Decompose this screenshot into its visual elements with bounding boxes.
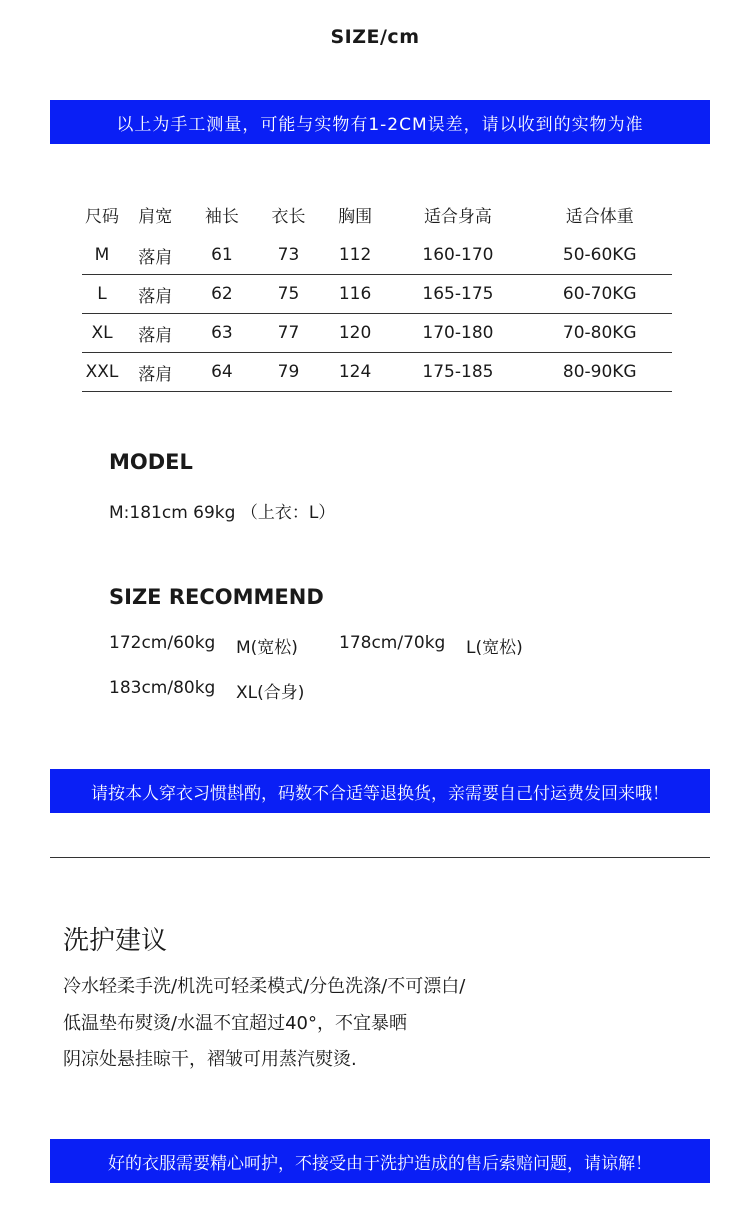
cell-length: 77 [255, 314, 322, 353]
care-line: 冷水轻柔手洗/机洗可轻柔模式/分色洗涤/不可漂白/ [63, 976, 466, 997]
recommend-body: 172cm/60kg [109, 633, 216, 653]
section-divider [50, 857, 710, 858]
header-height: 适合身高 [423, 206, 492, 227]
cell-weight: 50-60KG [528, 236, 672, 275]
cell-length: 75 [255, 275, 322, 314]
cell-length: 79 [255, 353, 322, 392]
table-row [82, 353, 672, 392]
cell-size: L [82, 275, 122, 314]
cell-weight: 70-80KG [528, 314, 672, 353]
cell-chest: 112 [322, 236, 389, 275]
recommend-body: 178cm/70kg [339, 633, 446, 653]
page-title: SIZE/cm [330, 26, 420, 48]
recommend-body: 183cm/80kg [109, 678, 216, 698]
cell-height: 165-175 [388, 275, 527, 314]
size-recommend-heading: SIZE RECOMMEND [109, 585, 324, 609]
size-table-header [82, 192, 672, 236]
header-chest: 胸围 [338, 206, 373, 227]
cell-chest: 124 [322, 353, 389, 392]
measurement-notice-banner: 以上为手工测量，可能与实物有1-2CM误差，请以收到的实物为准 [50, 100, 710, 144]
cell-height: 175-185 [388, 353, 527, 392]
cell-height: 160-170 [388, 236, 527, 275]
recommend-size: L(宽松) [466, 638, 523, 658]
cell-shoulder: 落肩 [122, 275, 189, 314]
header-sleeve: 袖长 [204, 206, 239, 227]
cell-chest: 116 [322, 275, 389, 314]
care-notice-banner: 好的衣服需要精心呵护，不接受由于洗护造成的售后索赔问题，请谅解！ [50, 1139, 710, 1183]
cell-weight: 60-70KG [528, 275, 672, 314]
header-length: 衣长 [271, 206, 306, 227]
cell-sleeve: 63 [189, 314, 256, 353]
table-row [82, 236, 672, 275]
cell-size: XXL [82, 353, 122, 392]
cell-size: XL [82, 314, 122, 353]
cell-weight: 80-90KG [528, 353, 672, 392]
cell-sleeve: 61 [189, 236, 256, 275]
cell-shoulder: 落肩 [122, 353, 189, 392]
model-info: M:181cm 69kg （上衣：L） [109, 503, 336, 523]
cell-shoulder: 落肩 [122, 314, 189, 353]
table-row [82, 275, 672, 314]
care-line: 阴凉处悬挂晾干，褶皱可用蒸汽熨烫. [63, 1049, 357, 1070]
header-weight: 适合体重 [565, 206, 634, 227]
cell-height: 170-180 [388, 314, 527, 353]
header-size: 尺码 [85, 206, 119, 227]
care-heading: 洗护建议 [63, 926, 168, 956]
cell-length: 73 [255, 236, 322, 275]
header-shoulder: 肩宽 [138, 206, 173, 227]
recommend-size: XL(合身) [236, 683, 305, 703]
cell-sleeve: 62 [189, 275, 256, 314]
cell-size: M [82, 236, 122, 275]
cell-shoulder: 落肩 [122, 236, 189, 275]
cell-chest: 120 [322, 314, 389, 353]
model-heading: MODEL [109, 450, 193, 474]
care-line: 低温垫布熨烫/水温不宜超过40°，不宜暴晒 [63, 1013, 407, 1034]
table-row [82, 314, 672, 353]
cell-sleeve: 64 [189, 353, 256, 392]
recommend-size: M(宽松) [236, 638, 298, 658]
size-table [82, 192, 672, 392]
exchange-notice-banner: 请按本人穿衣习惯斟酌，码数不合适等退换货，亲需要自己付运费发回来哦！ [50, 769, 710, 813]
